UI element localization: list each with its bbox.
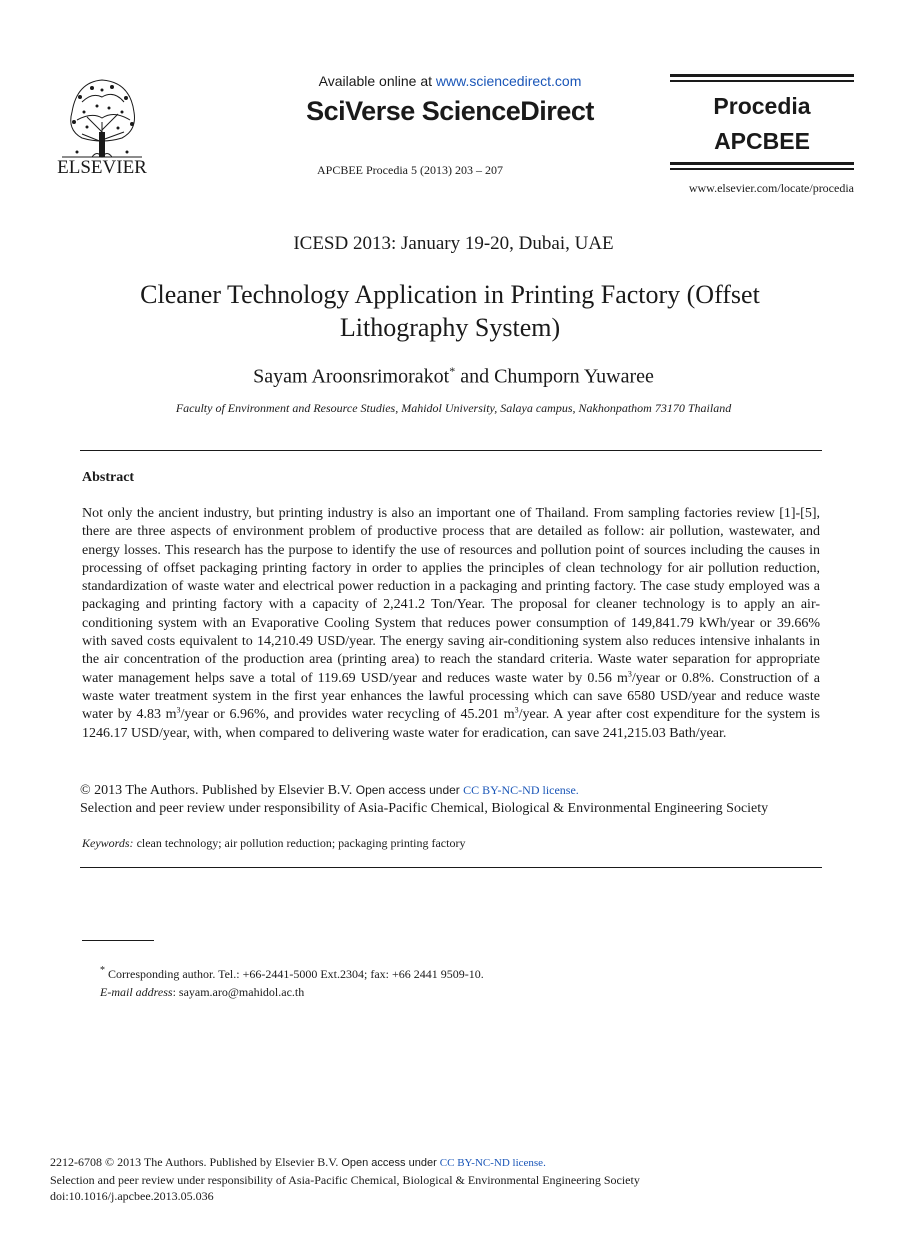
procedia-bar [670, 80, 854, 82]
journal-subtitle: APCBEE [714, 128, 810, 154]
corresponding-mark: * [449, 364, 456, 378]
open-access-label: Open access under [355, 783, 464, 797]
email-address: : sayam.aro@mahidol.ac.th [172, 985, 305, 999]
author-2: Chumporn Yuwaree [494, 365, 654, 388]
abstract-part-b: /year or 0.8%. Construction of a waste water treatment system in the first year enhances the lawful processing which can save 6580 USD/year and reduce waste water by 4.83 m [82, 670, 820, 723]
copyright-text: © 2013 The Authors. Published by Elsevier B.V. [80, 783, 356, 798]
affiliation: Faculty of Environment and Resource Studies, Mahidol University, Salaya campus, Nakhonpathom 73170 Thailand [175, 401, 732, 415]
author-1: Sayam Aroonsrimorakot [253, 365, 450, 388]
page-footer [50, 1154, 640, 1205]
paper-title [90, 278, 810, 344]
publisher-name: ELSEVIER [57, 157, 147, 178]
footer-doi[interactable]: doi:10.1016/j.apcbee.2013.05.036 [50, 1189, 214, 1203]
corresponding-author: Corresponding author. Tel.: +66-2441-5000 Ext.2304; fax: +66 2441 9509-10. [105, 967, 484, 981]
footnote-line-1 [100, 962, 484, 983]
procedia-logo-box [670, 74, 854, 170]
abstract-part-d: /year. A year after cost expenditure for the system is 1246.17 USD/year, with, when compared to delivering waste water for eradication, can save 241,215.03 Bath/year. [82, 707, 820, 741]
email-label: E-mail address [100, 985, 173, 999]
abstract-part-c: /year or 6.96%, and provides water recycling of 45.201 m [180, 707, 515, 723]
author-list [0, 364, 907, 389]
keywords [82, 836, 465, 851]
journal-url[interactable]: www.elsevier.com/locate/procedia [688, 181, 854, 195]
journal-name: Procedia [713, 93, 811, 119]
sciencedirect-link[interactable]: www.sciencedirect.com [435, 73, 582, 89]
journal-reference: APCBEE Procedia 5 (2013) 203 – 207 [317, 163, 503, 177]
divider-bottom [80, 867, 822, 868]
abstract-heading: Abstract [82, 470, 135, 485]
footnote-mark: * [100, 965, 105, 976]
available-prefix: Available online at [318, 73, 436, 89]
conference-name: ICESD 2013: January 19-20, Dubai, UAE [293, 233, 614, 254]
author-join: and [455, 365, 495, 388]
procedia-bar [670, 74, 854, 77]
abstract-part-a: Not only the ancient industry, but printing industry is also an important one of Thailand. From sampling factories review [1]-[5], there are three aspects of environment problem of productive process that are detailed as follow: air pollution, wastewater, and energy losses. This research has the purpose to identify the use of resources and pollution point of sources including the causes in processing of offset packaging printing factory in order to applies the principles of clean technology for air pollution reduction, standardization of waste water and electrical power reduction in a packaging and printing factory. The case study employed was a packaging and printing factory with a capacity of 2,241.2 Ton/Year. The proposal for cleaner technology is to apply an air-conditioning system with an Evaporative Cooling System that reduces power consumption of 149,841.79 kWh/year or 39.66% with saved costs equivalent to 14,210.49 USD/year. The energy saving air-conditioning system also reduces intensive inhalants in the air concentration of the production area (printing area) to reach the standard criteria. Waste water separation for appropriate water management helps save a total of 119.69 USD/year and reduces waste water by 0.56 m [82, 506, 820, 686]
title-line-1: Cleaner Technology Application in Printing Factory (Offset [140, 280, 760, 309]
footer-line-1 [50, 1154, 640, 1172]
copyright-notice [80, 781, 840, 818]
copyright-line-2: Selection and peer review under responsibility of Asia-Pacific Chemical, Biological & Environmental Engineering Society [80, 801, 769, 816]
procedia-bar [670, 168, 854, 170]
platform-name: SciVerse ScienceDirect [306, 96, 594, 126]
footer-license-link[interactable]: CC BY-NC-ND license. [439, 1157, 546, 1169]
available-online [200, 73, 700, 89]
license-link[interactable]: CC BY-NC-ND license. [463, 783, 579, 797]
footnote-rule [82, 940, 154, 941]
procedia-bar [670, 162, 854, 165]
keywords-value: clean technology; air pollution reduction; packaging printing factory [133, 836, 466, 850]
title-line-2: Lithography System) [339, 313, 561, 342]
footer-line-2: Selection and peer review under responsibility of Asia-Pacific Chemical, Biological & Environmental Engineering Society [50, 1172, 640, 1187]
footer-open-access: Open access under [341, 1157, 440, 1169]
keywords-label: Keywords: [82, 836, 134, 850]
footnote-line-2 [100, 983, 484, 1001]
divider-top [80, 450, 822, 451]
superscript: 3 [176, 705, 181, 715]
copyright-line-1 [80, 781, 840, 800]
superscript: 3 [627, 669, 632, 679]
abstract-text [82, 505, 820, 743]
footnote [100, 962, 484, 1001]
superscript: 3 [514, 705, 519, 715]
footer-copyright: 2212-6708 © 2013 The Authors. Published by Elsevier B.V. [50, 1155, 342, 1169]
